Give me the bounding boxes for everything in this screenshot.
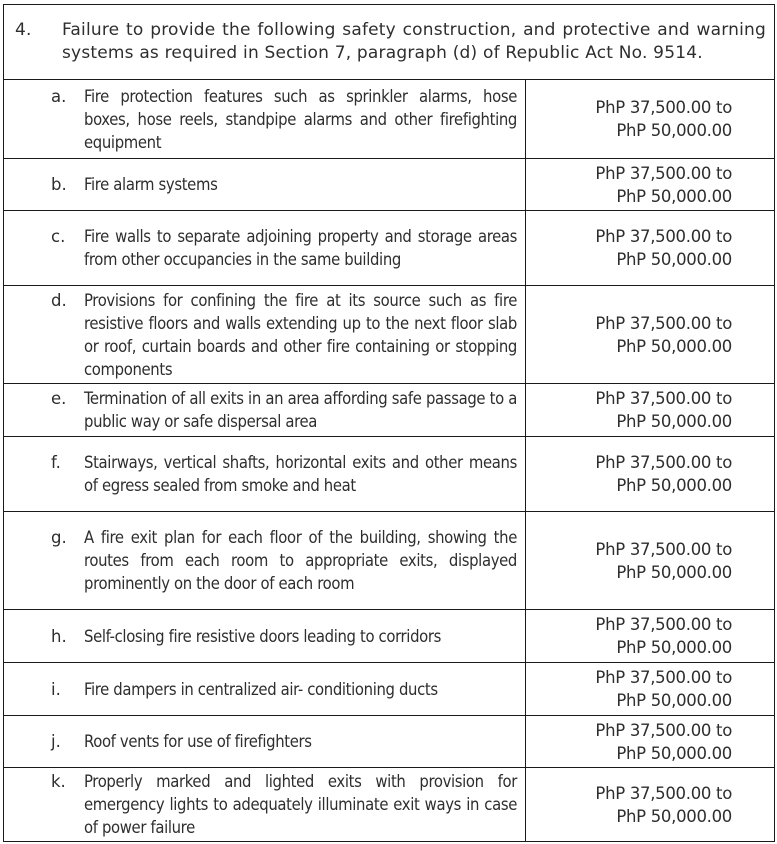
fine-from: PhP 37,500.00 to bbox=[595, 539, 733, 559]
fine-from: PhP 37,500.00 to bbox=[595, 163, 733, 183]
item-letter: k. bbox=[51, 772, 66, 791]
table-row bbox=[4, 286, 775, 384]
table-row bbox=[4, 663, 775, 716]
fine-cell bbox=[526, 768, 775, 842]
fine-to: PhP 50,000.00 bbox=[616, 336, 733, 356]
table-row bbox=[4, 610, 775, 663]
violation-cell bbox=[4, 768, 526, 842]
fine-from: PhP 37,500.00 to bbox=[595, 98, 733, 117]
item-description: Stairways, vertical shafts, horizontal exits and other means of egress sealed from smoke and heat bbox=[84, 453, 517, 495]
fine-to: PhP 50,000.00 bbox=[616, 412, 733, 431]
item-description: Self-closing fire resistive doors leading to corridors bbox=[84, 626, 442, 646]
fine-to: PhP 50,000.00 bbox=[616, 638, 733, 657]
fine-cell bbox=[526, 384, 775, 437]
item-description: Fire walls to separate adjoining property and storage areas from other occupancies in the same building bbox=[84, 227, 517, 269]
item-description: Roof vents for use of firefighters bbox=[84, 732, 312, 751]
item-description: Fire protection features such as sprinkler alarms, hose boxes, hose reels, standpipe alarms and other firefighting equipment bbox=[84, 86, 517, 152]
fine-to: PhP 50,000.00 bbox=[616, 743, 733, 763]
fine-cell bbox=[526, 286, 775, 384]
fine-from: PhP 37,500.00 to bbox=[595, 783, 733, 803]
violation-cell bbox=[4, 286, 526, 384]
violation-cell bbox=[4, 384, 526, 437]
fine-from: PhP 37,500.00 to bbox=[595, 313, 733, 333]
violations-table bbox=[3, 4, 775, 842]
table-row bbox=[4, 437, 775, 512]
fine-cell bbox=[526, 716, 775, 768]
fine-to: PhP 50,000.00 bbox=[616, 806, 733, 826]
fine-cell bbox=[526, 663, 775, 716]
item-letter: b. bbox=[51, 175, 67, 194]
fine-from: PhP 37,500.00 to bbox=[595, 389, 733, 408]
violation-cell bbox=[4, 437, 526, 512]
item-letter: d. bbox=[51, 290, 67, 310]
fine-to: PhP 50,000.00 bbox=[616, 476, 733, 495]
table-row bbox=[4, 768, 775, 842]
fine-from: PhP 37,500.00 to bbox=[595, 227, 733, 246]
fine-cell bbox=[526, 159, 775, 211]
violation-cell bbox=[4, 512, 526, 610]
table-row bbox=[4, 716, 775, 768]
fine-to: PhP 50,000.00 bbox=[616, 250, 733, 269]
fine-cell bbox=[526, 610, 775, 663]
fine-from: PhP 37,500.00 to bbox=[595, 615, 733, 634]
violation-cell bbox=[4, 211, 526, 286]
item-letter: g. bbox=[51, 528, 67, 547]
item-letter: h. bbox=[51, 626, 67, 646]
item-description: A fire exit plan for each floor of the building, showing the routes from each room to appropriate exits, displayed prominently on the door of each room bbox=[84, 528, 517, 593]
table-row bbox=[4, 384, 775, 437]
violation-cell bbox=[4, 159, 526, 211]
fine-cell bbox=[526, 437, 775, 512]
violation-cell bbox=[4, 80, 526, 159]
table-row bbox=[4, 512, 775, 610]
fine-to: PhP 50,000.00 bbox=[616, 691, 733, 710]
item-description: Fire dampers in centralized air- conditioning ducts bbox=[84, 679, 438, 699]
item-description: Termination of all exits in an area affording safe passage to a public way or safe dispersal area bbox=[84, 389, 517, 431]
item-letter: f. bbox=[51, 453, 61, 472]
fine-from: PhP 37,500.00 to bbox=[595, 668, 733, 687]
fine-from: PhP 37,500.00 to bbox=[595, 720, 733, 740]
fine-from: PhP 37,500.00 to bbox=[595, 453, 733, 472]
fine-cell bbox=[526, 512, 775, 610]
violation-cell bbox=[4, 716, 526, 768]
item-letter: j. bbox=[51, 732, 61, 751]
item-letter: c. bbox=[51, 227, 66, 246]
item-description: Provisions for confining the fire at its source such as fire resistive floors and walls extending up to the next floor slab or roof, curtain boards and other fire containing or stopping components bbox=[84, 290, 517, 379]
item-letter: a. bbox=[51, 86, 67, 106]
item-letter: i. bbox=[51, 679, 61, 699]
section-text: Failure to provide the following safety construction, and protective and warning systems as required in Section 7, paragraph (d) of Republic Act No. 9514. bbox=[62, 20, 767, 63]
table-row bbox=[4, 211, 775, 286]
fine-cell bbox=[526, 80, 775, 159]
item-description: Properly marked and lighted exits with provision for emergency lights to adequately illuminate exit ways in case of power failure bbox=[84, 772, 517, 837]
fine-to: PhP 50,000.00 bbox=[616, 562, 733, 582]
table-row bbox=[4, 159, 775, 211]
section-number: 4. bbox=[15, 20, 32, 40]
section-header-row bbox=[4, 5, 775, 80]
fine-cell bbox=[526, 211, 775, 286]
item-description: Fire alarm systems bbox=[84, 175, 218, 194]
violation-cell bbox=[4, 663, 526, 716]
fine-to: PhP 50,000.00 bbox=[616, 121, 733, 140]
item-letter: e. bbox=[51, 389, 67, 408]
table-row bbox=[4, 80, 775, 159]
violation-cell bbox=[4, 610, 526, 663]
fine-to: PhP 50,000.00 bbox=[616, 186, 733, 206]
section-header-cell bbox=[4, 5, 775, 80]
